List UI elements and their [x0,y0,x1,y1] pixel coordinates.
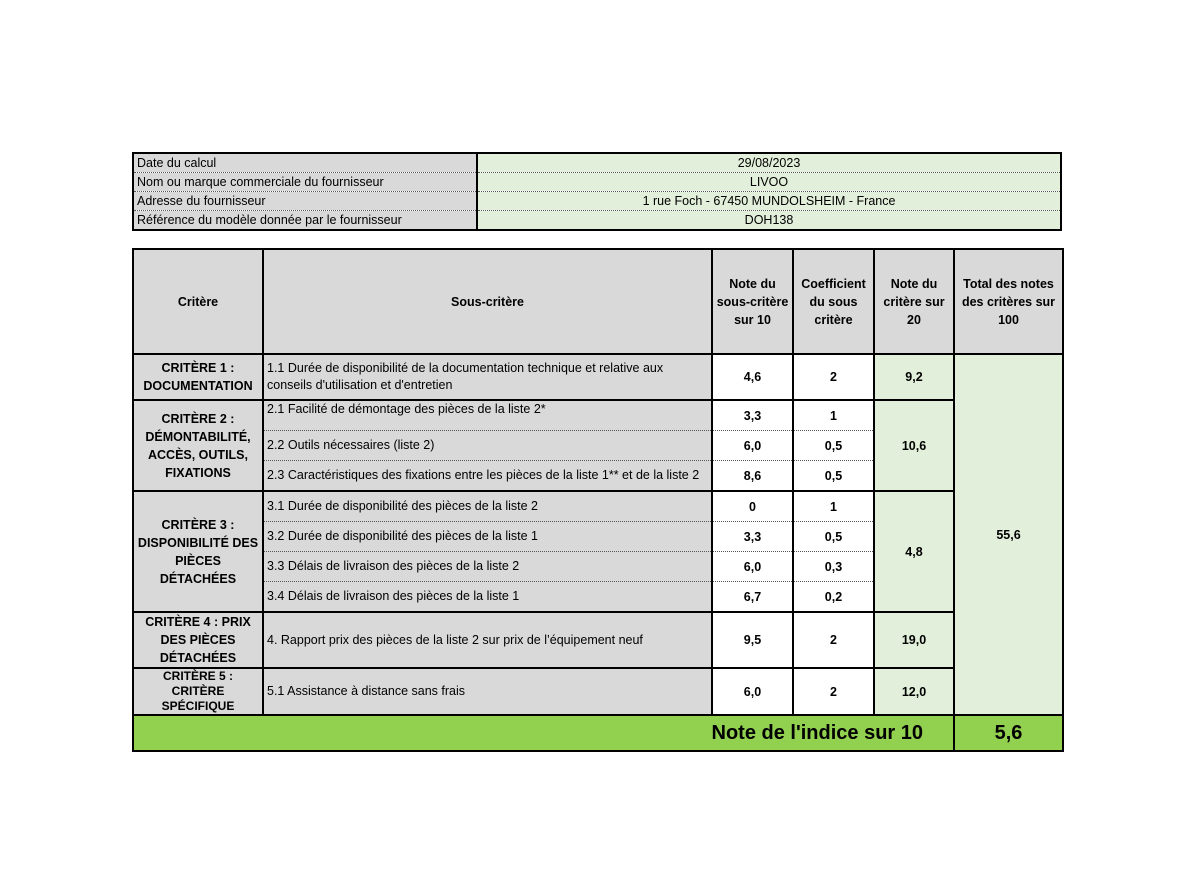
sub-criterion-note: 4,6 [712,354,793,400]
sub-criterion-note: 3,3 [712,400,793,431]
criterion-5-total: 12,0 [874,668,954,715]
supplier-info-table [132,152,1062,231]
header-sous-critere: Sous-critère [263,249,712,354]
sub-criterion-coef: 1 [793,491,874,522]
sub-criterion-note: 6,0 [712,668,793,715]
header-critere: Critère [133,249,263,354]
criterion-2-name: CRITÈRE 2 : DÉMONTABILITÉ, ACCÈS, OUTILS, FIXATIONS [133,400,263,491]
sub-criterion-note: 0 [712,491,793,522]
sub-criterion-coef: 2 [793,612,874,668]
sub-criterion-coef: 0,2 [793,582,874,613]
info-label: Référence du modèle donnée par le fournisseur [133,211,477,231]
criterion-3-total: 4,8 [874,491,954,612]
criterion-5-name: CRITÈRE 5 : CRITÈRE SPÉCIFIQUE [133,668,263,715]
sub-criterion-label: 3.1 Durée de disponibilité des pièces de la liste 2 [263,491,712,522]
sub-criterion-note: 6,7 [712,582,793,613]
info-row-date [133,153,1061,173]
sub-criterion-coef: 0,3 [793,552,874,582]
info-row-brand [133,173,1061,192]
header-total: Total des notes des critères sur 100 [954,249,1063,354]
table-row [133,668,1063,715]
info-row-address [133,192,1061,211]
sub-criterion-note: 6,0 [712,431,793,461]
criterion-1-name: CRITÈRE 1 : DOCUMENTATION [133,354,263,400]
criterion-2-total: 10,6 [874,400,954,491]
final-score-label: Note de l'indice sur 10 [133,715,954,751]
sub-criterion-coef: 0,5 [793,431,874,461]
info-label: Date du calcul [133,153,477,173]
final-score-value: 5,6 [954,715,1063,751]
header-note-sous-critere: Note du sous-critère sur 10 [712,249,793,354]
criterion-3-name: CRITÈRE 3 : DISPONIBILITÉ DES PIÈCES DÉTACHÉES [133,491,263,612]
sub-criterion-label: 2.3 Caractéristiques des fixations entre les pièces de la liste 1** et de la liste 2 [263,461,712,492]
info-value: LIVOO [477,173,1061,192]
sub-criterion-label: 1.1 Durée de disponibilité de la documentation technique et relative aux conseils d'utilisation et d'entretien [263,354,712,400]
info-label: Nom ou marque commerciale du fournisseur [133,173,477,192]
header-note-critere: Note du critère sur 20 [874,249,954,354]
header-coefficient: Coefficient du sous critère [793,249,874,354]
sub-criterion-label: 3.2 Durée de disponibilité des pièces de la liste 1 [263,522,712,552]
info-row-reference [133,211,1061,231]
table-row [133,354,1063,400]
info-value: 29/08/2023 [477,153,1061,173]
spacer [132,231,1062,248]
header-row [133,249,1063,354]
table-row [133,612,1063,668]
sub-criterion-label: 3.4 Délais de livraison des pièces de la liste 1 [263,582,712,613]
sub-criterion-label: 2.1 Facilité de démontage des pièces de la liste 2* [263,400,712,431]
table-row [133,400,1063,431]
sub-criterion-label: 4. Rapport prix des pièces de la liste 2 sur prix de l’équipement neuf [263,612,712,668]
scoring-table [132,248,1064,752]
sub-criterion-label: 2.2 Outils nécessaires (liste 2) [263,431,712,461]
info-label: Adresse du fournisseur [133,192,477,211]
final-row [133,715,1063,751]
info-value: DOH138 [477,211,1061,231]
criterion-4-name: CRITÈRE 4 : PRIX DES PIÈCES DÉTACHÉES [133,612,263,668]
sub-criterion-note: 3,3 [712,522,793,552]
grand-total: 55,6 [954,354,1063,715]
sub-criterion-note: 9,5 [712,612,793,668]
table-row [133,491,1063,522]
info-value: 1 rue Foch - 67450 MUNDOLSHEIM - France [477,192,1061,211]
sub-criterion-coef: 1 [793,400,874,431]
sub-criterion-coef: 2 [793,354,874,400]
criterion-4-total: 19,0 [874,612,954,668]
sub-criterion-label: 5.1 Assistance à distance sans frais [263,668,712,715]
sub-criterion-label: 3.3 Délais de livraison des pièces de la liste 2 [263,552,712,582]
repairability-sheet [132,152,1062,752]
sub-criterion-coef: 0,5 [793,522,874,552]
sub-criterion-note: 6,0 [712,552,793,582]
sub-criterion-note: 8,6 [712,461,793,492]
criterion-1-total: 9,2 [874,354,954,400]
sub-criterion-coef: 0,5 [793,461,874,492]
sub-criterion-coef: 2 [793,668,874,715]
